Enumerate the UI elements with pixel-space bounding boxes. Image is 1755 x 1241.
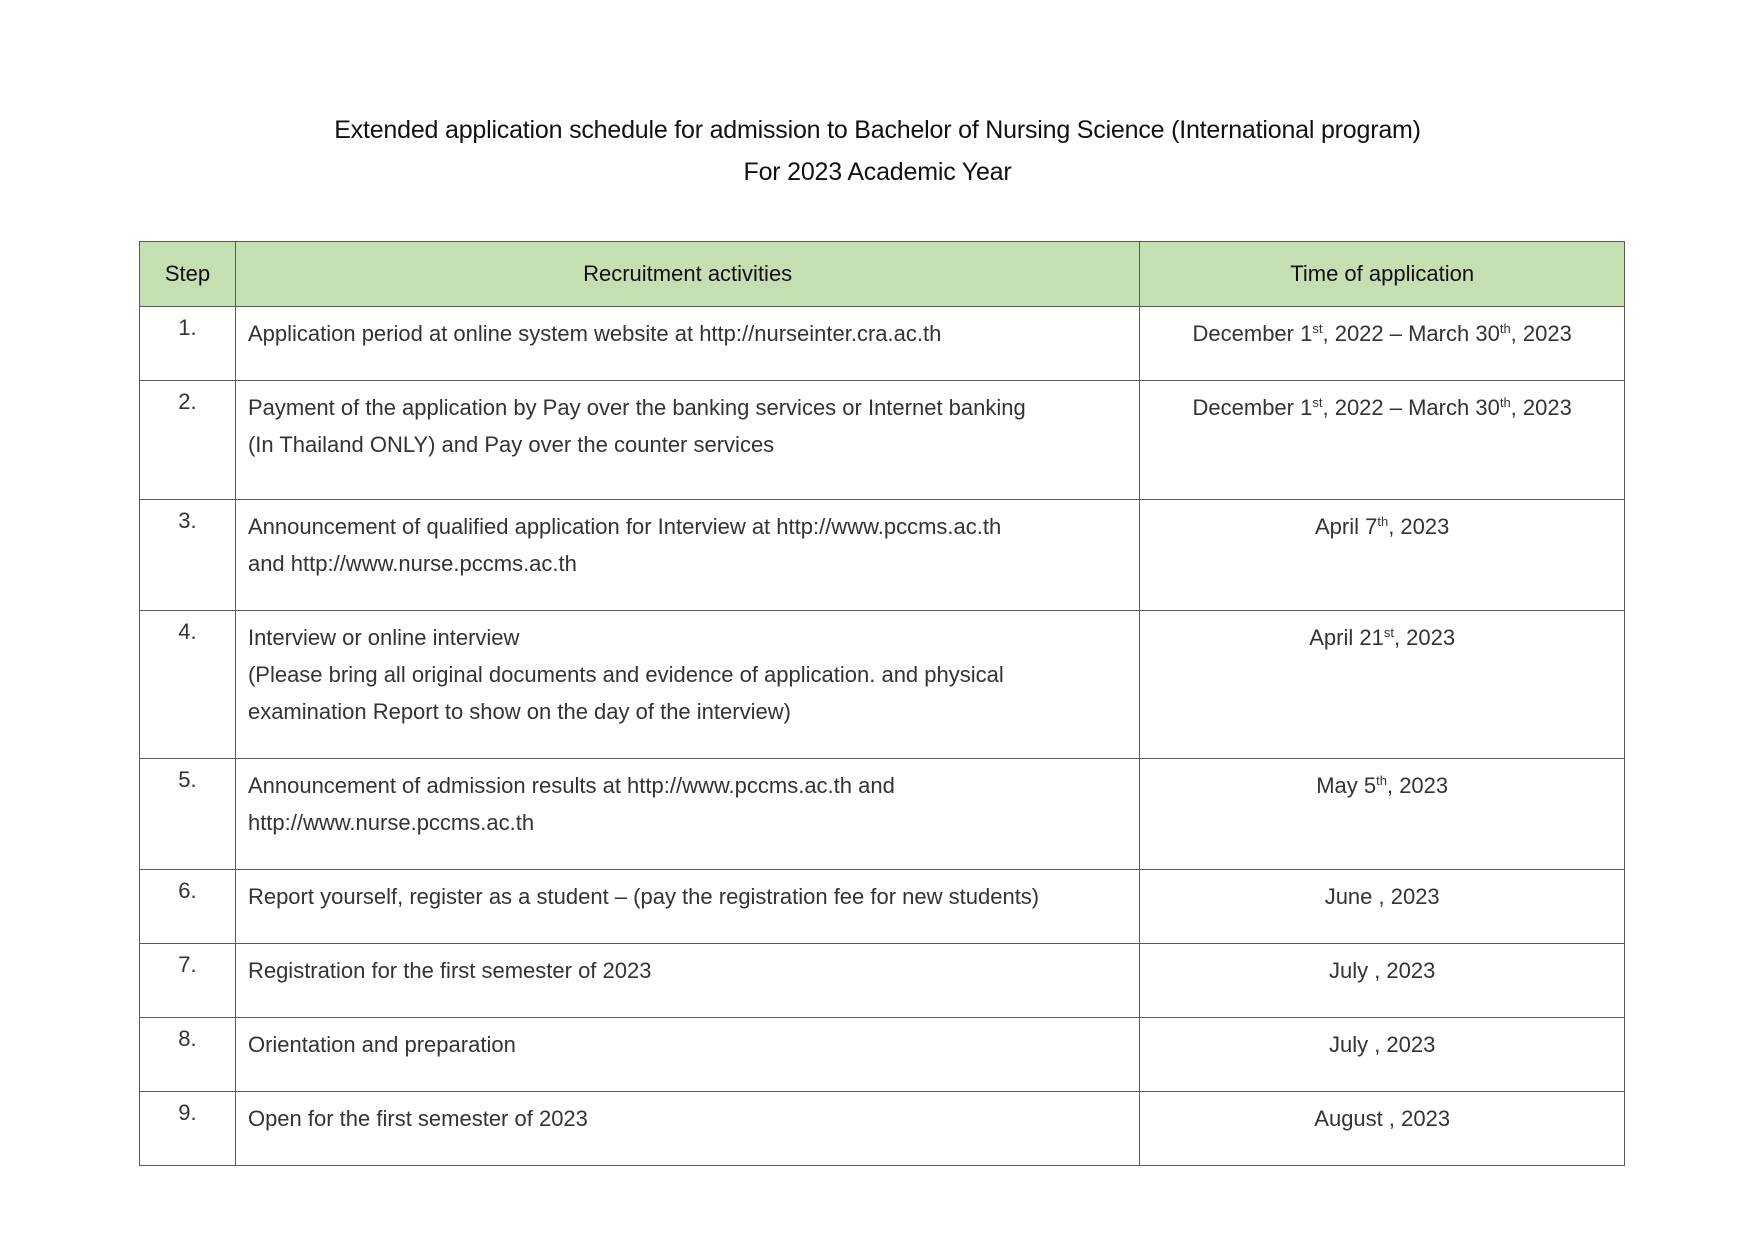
time-text: May 5 — [1316, 773, 1377, 798]
activity-cell — [235, 611, 1139, 759]
time-cell — [1140, 500, 1625, 611]
activity-cell — [235, 381, 1139, 500]
table-row — [140, 611, 1625, 759]
activity-cell — [235, 870, 1139, 944]
table-row — [140, 759, 1625, 870]
schedule-table — [139, 241, 1625, 1166]
activity-cell — [235, 1018, 1139, 1092]
ordinal-suffix: th — [1376, 773, 1387, 788]
time-cell — [1140, 759, 1625, 870]
time-text: June , 2023 — [1324, 884, 1440, 909]
step-number: 3. — [140, 500, 236, 611]
time-text: , 2023 — [1510, 395, 1572, 420]
document-subtitle: For 2023 Academic Year — [743, 158, 1012, 186]
table-row — [140, 500, 1625, 611]
time-text: , 2022 – March 30 — [1322, 321, 1500, 346]
column-header-step: Step — [140, 242, 236, 307]
activity-line: Interview or online interview — [247, 625, 520, 650]
step-number: 1. — [140, 307, 236, 381]
activity-cell — [235, 944, 1139, 1018]
time-text: , 2022 – March 30 — [1322, 395, 1500, 420]
step-number: 2. — [140, 381, 236, 500]
step-number: 6. — [140, 870, 236, 944]
time-text: , 2023 — [1386, 773, 1449, 798]
ordinal-suffix: th — [1499, 395, 1511, 410]
step-number: 9. — [140, 1092, 236, 1166]
time-text: , 2023 — [1510, 321, 1572, 346]
ordinal-suffix: th — [1499, 321, 1511, 336]
column-header-time: Time of application — [1140, 242, 1625, 307]
time-text: August , 2023 — [1314, 1106, 1451, 1131]
step-number: 5. — [140, 759, 236, 870]
table-header-row — [140, 242, 1625, 307]
ordinal-suffix: st — [1312, 395, 1323, 410]
time-text: , 2023 — [1388, 514, 1450, 539]
ordinal-suffix: st — [1312, 321, 1323, 336]
time-cell — [1140, 944, 1625, 1018]
time-cell — [1140, 381, 1625, 500]
time-text: December 1 — [1192, 321, 1313, 346]
activity-line: (Please bring all original documents and evidence of application. and physical — [247, 662, 1004, 687]
step-number: 7. — [140, 944, 236, 1018]
time-cell — [1140, 307, 1625, 381]
column-header-activities: Recruitment activities — [235, 242, 1139, 307]
time-cell — [1140, 611, 1625, 759]
step-number: 4. — [140, 611, 236, 759]
activity-line: Announcement of admission results at http://www.pccms.ac.th and — [247, 773, 895, 798]
document-title: Extended application schedule for admission to Bachelor of Nursing Science (International program) — [334, 116, 1421, 144]
activity-line: Payment of the application by Pay over the banking services or Internet banking — [247, 395, 1026, 420]
time-text: , 2023 — [1393, 625, 1456, 650]
time-cell — [1140, 1092, 1625, 1166]
step-number: 8. — [140, 1018, 236, 1092]
activity-line: Application period at online system website at http://nurseinter.cra.ac.th — [247, 321, 942, 346]
table-row — [140, 381, 1625, 500]
time-text: April 21 — [1309, 625, 1384, 650]
activity-line: Announcement of qualified application for Interview at http://www.pccms.ac.th — [247, 514, 1002, 539]
table-row — [140, 307, 1625, 381]
time-text: July , 2023 — [1328, 1032, 1436, 1057]
time-cell — [1140, 870, 1625, 944]
table-row — [140, 1018, 1625, 1092]
ordinal-suffix: st — [1383, 625, 1394, 640]
activity-line: examination Report to show on the day of the interview) — [247, 699, 791, 724]
ordinal-suffix: th — [1377, 514, 1389, 529]
activity-cell — [235, 500, 1139, 611]
time-text: April 7 — [1314, 514, 1378, 539]
activity-cell — [235, 759, 1139, 870]
table-row — [140, 1092, 1625, 1166]
activity-line: Report yourself, register as a student – (pay the registration fee for new students) — [247, 884, 1040, 909]
time-cell — [1140, 1018, 1625, 1092]
activity-line: and http://www.nurse.pccms.ac.th — [247, 551, 577, 576]
activity-line: Open for the first semester of 2023 — [247, 1106, 588, 1131]
activity-cell — [235, 307, 1139, 381]
table-row — [140, 870, 1625, 944]
time-text: December 1 — [1192, 395, 1313, 420]
table-row — [140, 944, 1625, 1018]
activity-line: (In Thailand ONLY) and Pay over the counter services — [247, 432, 775, 457]
activity-line: Orientation and preparation — [247, 1032, 516, 1057]
activity-cell — [235, 1092, 1139, 1166]
activity-line: Registration for the first semester of 2023 — [247, 958, 652, 983]
activity-line: http://www.nurse.pccms.ac.th — [247, 810, 535, 835]
time-text: July , 2023 — [1328, 958, 1436, 983]
